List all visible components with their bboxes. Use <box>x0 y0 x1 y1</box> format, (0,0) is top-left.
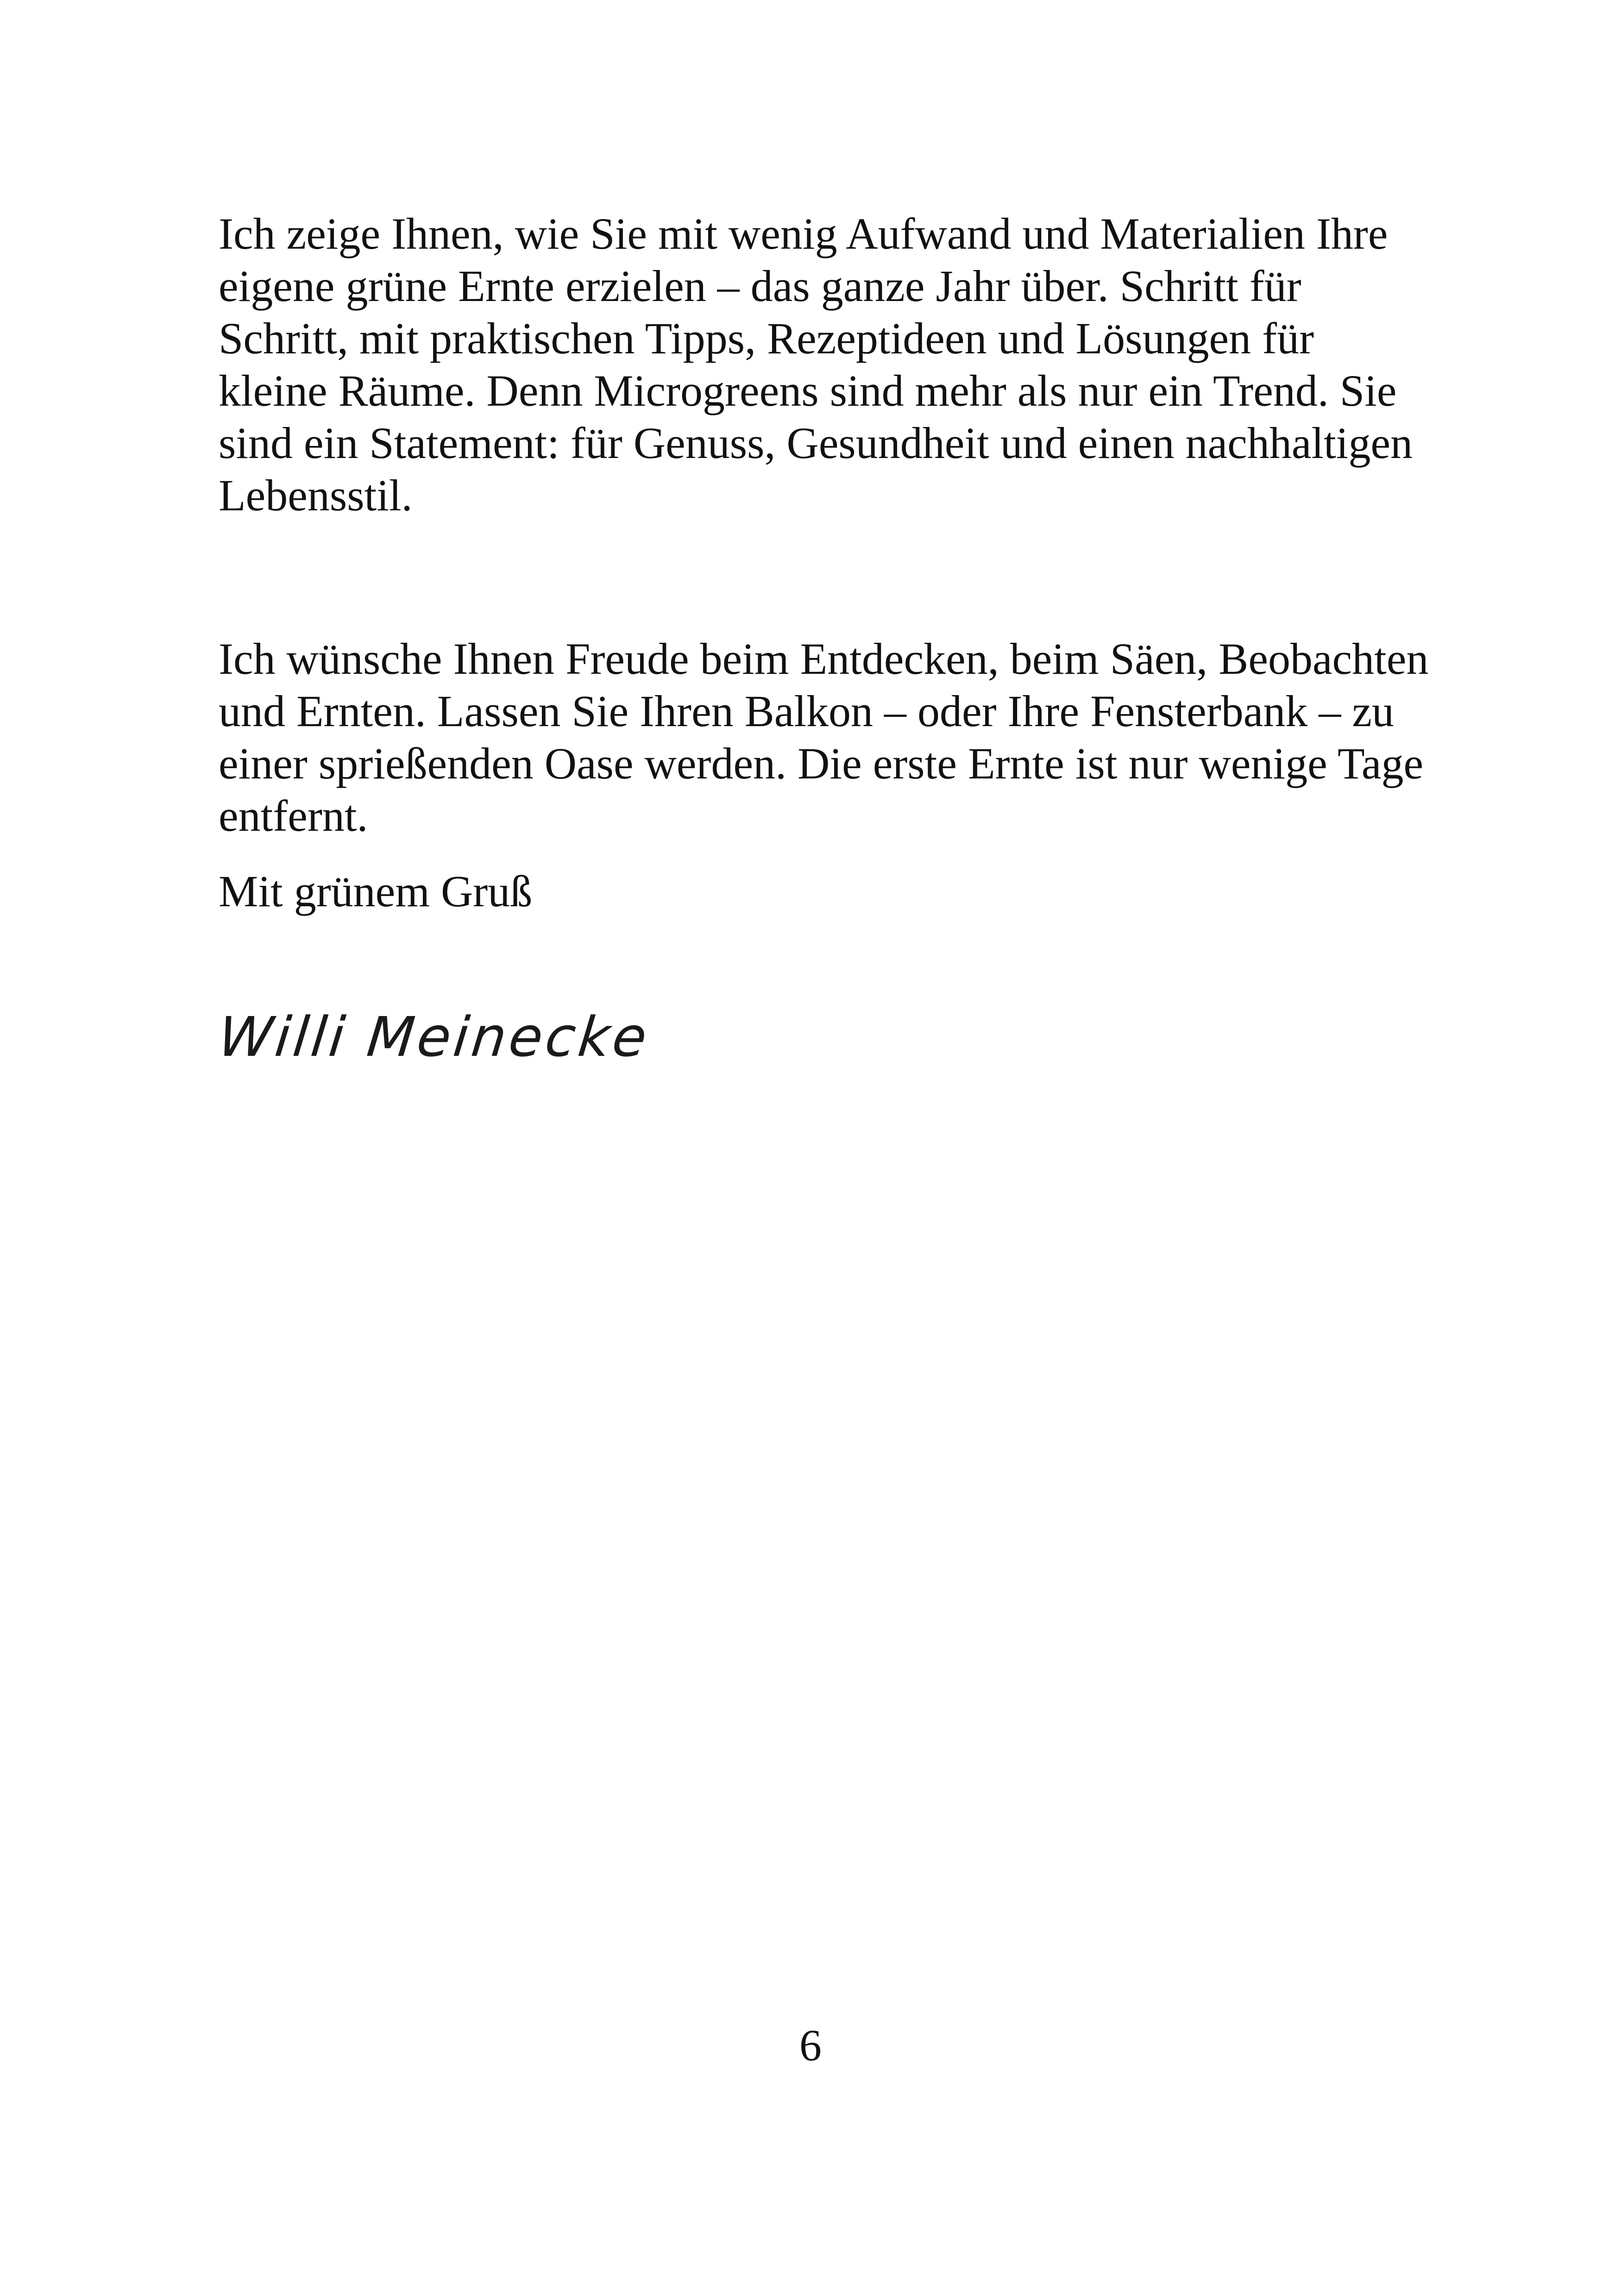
closing-greeting: Mit grünem Gruß <box>219 866 533 916</box>
page-body <box>219 207 1432 917</box>
author-signature: Willi Meinecke <box>215 1005 653 1069</box>
paragraph-intro: Ich zeige Ihnen, wie Sie mit wenig Aufwand und Materialien Ihre eigene grüne Ernte erzielen – das ganze Jahr über. Schritt für Schritt, mit praktischen Tipps, Rezeptideen und Lösungen für kleine Räume. Denn Microgreens sind mehr als nur ein Trend. Sie sind ein Statement: für Genuss, Gesundheit und einen nachhaltigen Lebensstil. <box>219 209 1413 520</box>
paragraph-wishes: Ich wünsche Ihnen Freude beim Entdecken, beim Säen, Beobachten und Ernten. Lassen Sie Ihren Balkon – oder Ihre Fensterbank – zu einer sprießenden Oase werden. Die erste Ernte ist nur wenige Tage entfernt. <box>219 634 1429 841</box>
page-number: 6 <box>799 2020 822 2070</box>
